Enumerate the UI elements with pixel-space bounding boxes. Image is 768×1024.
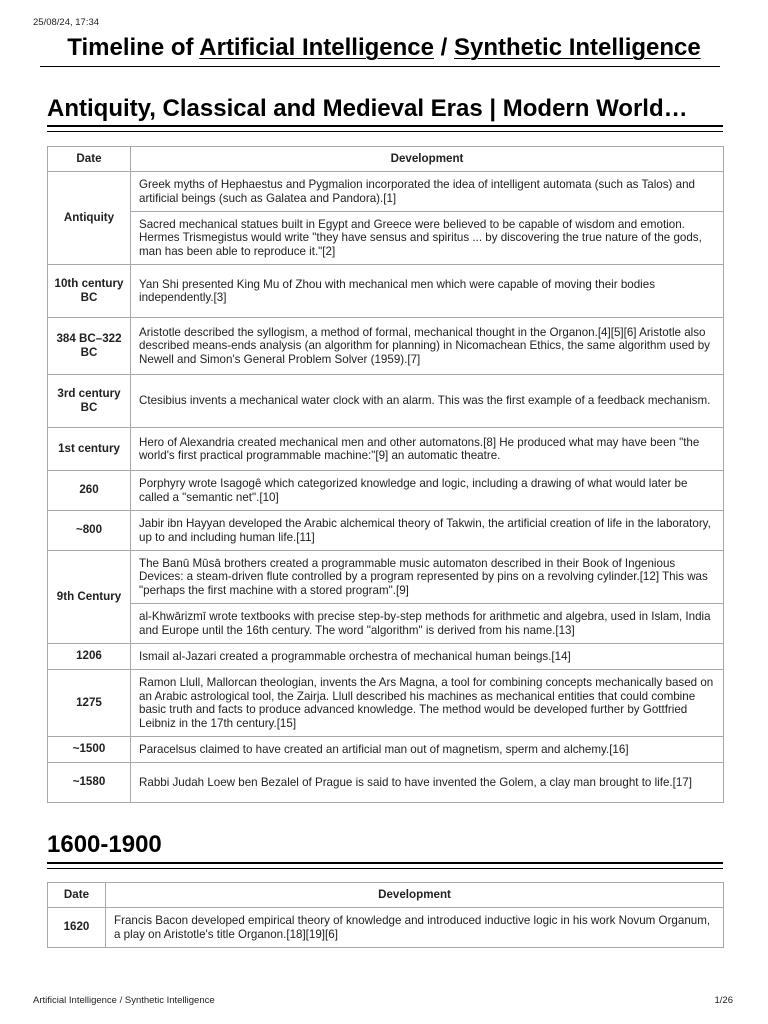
table-row (48, 510, 724, 550)
date-cell: 1st century (48, 427, 131, 470)
date-cell: ~800 (48, 510, 131, 550)
date-cell: ~1500 (48, 736, 131, 762)
date-cell: Antiquity (48, 171, 131, 264)
timeline-table-1600-1900 (47, 882, 724, 948)
table-row (48, 907, 724, 947)
table-row (48, 669, 724, 736)
date-cell: 9th Century (48, 550, 131, 643)
development-cell: Greek myths of Hephaestus and Pygmalion incorporated the idea of intelligent automata (such as Talos) and artificial beings (such as Galatea and Pandora).[1] (131, 171, 724, 211)
development-cell: Aristotle described the syllogism, a method of formal, mechanical thought in the Organon.[4][5][6] Aristotle also described means-ends analysis (an algorithm for planning) in Nicomachean Ethics, the same algorithm used by Newell and Simon's General Problem Solver (1959).[7] (131, 317, 724, 374)
page-number: 1/26 (714, 995, 733, 1006)
development-cell: The Banū Mūsā brothers created a programmable music automaton described in their Book of Ingenious Devices: a steam-driven flute controlled by a program represented by pins on a revolving cylinder.[12] This was "perhaps the first machine with a stored program".[9] (131, 550, 724, 603)
table-row (48, 374, 724, 427)
table-row (48, 603, 724, 643)
date-cell: 10th century BC (48, 264, 131, 317)
section-rule (47, 862, 723, 864)
section-rule-secondary (47, 131, 723, 132)
column-header-date: Date (48, 883, 106, 908)
title-separator: / (434, 34, 455, 61)
page-title (0, 33, 768, 63)
timeline-table-antiquity (47, 146, 724, 803)
date-cell: 1620 (48, 907, 106, 947)
table-row (48, 470, 724, 510)
development-cell: Rabbi Judah Loew ben Bezalel of Prague is said to have invented the Golem, a clay man brought to life.[17] (131, 762, 724, 802)
title-link-artificial-intelligence[interactable]: Artificial Intelligence (199, 34, 434, 61)
development-cell: Ctesibius invents a mechanical water clock with an alarm. This was the first example of a feedback mechanism. (131, 374, 724, 427)
section-rule-secondary (47, 868, 723, 869)
development-cell: Ismail al-Jazari created a programmable orchestra of mechanical human beings.[14] (131, 643, 724, 669)
date-cell: 3rd century BC (48, 374, 131, 427)
section-rule (47, 125, 723, 127)
column-header-development: Development (131, 147, 724, 172)
title-underline (40, 66, 720, 67)
development-cell: al-Khwārizmī wrote textbooks with precise step-by-step methods for arithmetic and algebra, used in Islam, India and Europe until the 16th century. The word "algorithm" is derived from his name.[13] (131, 603, 724, 643)
table-header-row (48, 147, 724, 172)
development-cell: Porphyry wrote Isagogê which categorized knowledge and logic, including a drawing of what would later be called a "semantic net".[10] (131, 470, 724, 510)
table-row (48, 264, 724, 317)
section-heading-1600-1900: 1600-1900 (47, 831, 162, 858)
table-row (48, 211, 724, 264)
title-prefix: Timeline of (67, 34, 200, 61)
column-header-date: Date (48, 147, 131, 172)
date-cell: 1206 (48, 643, 131, 669)
table-row (48, 643, 724, 669)
print-date: 25/08/24, 17:34 (33, 17, 100, 28)
section-heading-antiquity: Antiquity, Classical and Medieval Eras | Modern World… (47, 95, 688, 122)
development-cell: Francis Bacon developed empirical theory of knowledge and introduced inductive logic in his work Novum Organum, a play on Aristotle's title Organon.[18][19][6] (106, 907, 724, 947)
table-row (48, 550, 724, 603)
development-cell: Ramon Llull, Mallorcan theologian, invents the Ars Magna, a tool for combining concepts mechanically based on an Arabic astrological tool, the Zairja. Llull described his machines as mechanical entities that could combine basic truth and facts to produce advanced knowledge. The method would be developed further by Gottfried Leibniz in the 17th century.[15] (131, 669, 724, 736)
column-header-development: Development (106, 883, 724, 908)
date-cell: 1275 (48, 669, 131, 736)
table-row (48, 317, 724, 374)
title-link-synthetic-intelligence[interactable]: Synthetic Intelligence (454, 34, 701, 61)
development-cell: Hero of Alexandria created mechanical men and other automatons.[8] He produced what may have been "the world's first practical programmable machine:"[9] an automatic theatre. (131, 427, 724, 470)
table-row (48, 762, 724, 802)
development-cell: Jabir ibn Hayyan developed the Arabic alchemical theory of Takwin, the artificial creation of life in the laboratory, up to and including human life.[11] (131, 510, 724, 550)
table-row (48, 427, 724, 470)
date-cell: 260 (48, 470, 131, 510)
footer-title: Artificial Intelligence / Synthetic Intelligence (33, 995, 215, 1006)
date-cell: ~1580 (48, 762, 131, 802)
development-cell: Sacred mechanical statues built in Egypt and Greece were believed to be capable of wisdom and emotion. Hermes Trismegistus would write "they have sensus and spiritus ... by discovering the true nature of the gods, man has been able to reproduce it."[2] (131, 211, 724, 264)
development-cell: Yan Shi presented King Mu of Zhou with mechanical men which were capable of moving their bodies independently.[3] (131, 264, 724, 317)
table-row (48, 736, 724, 762)
development-cell: Paracelsus claimed to have created an artificial man out of magnetism, sperm and alchemy.[16] (131, 736, 724, 762)
date-cell: 384 BC–322 BC (48, 317, 131, 374)
table-header-row (48, 883, 724, 908)
table-row (48, 171, 724, 211)
